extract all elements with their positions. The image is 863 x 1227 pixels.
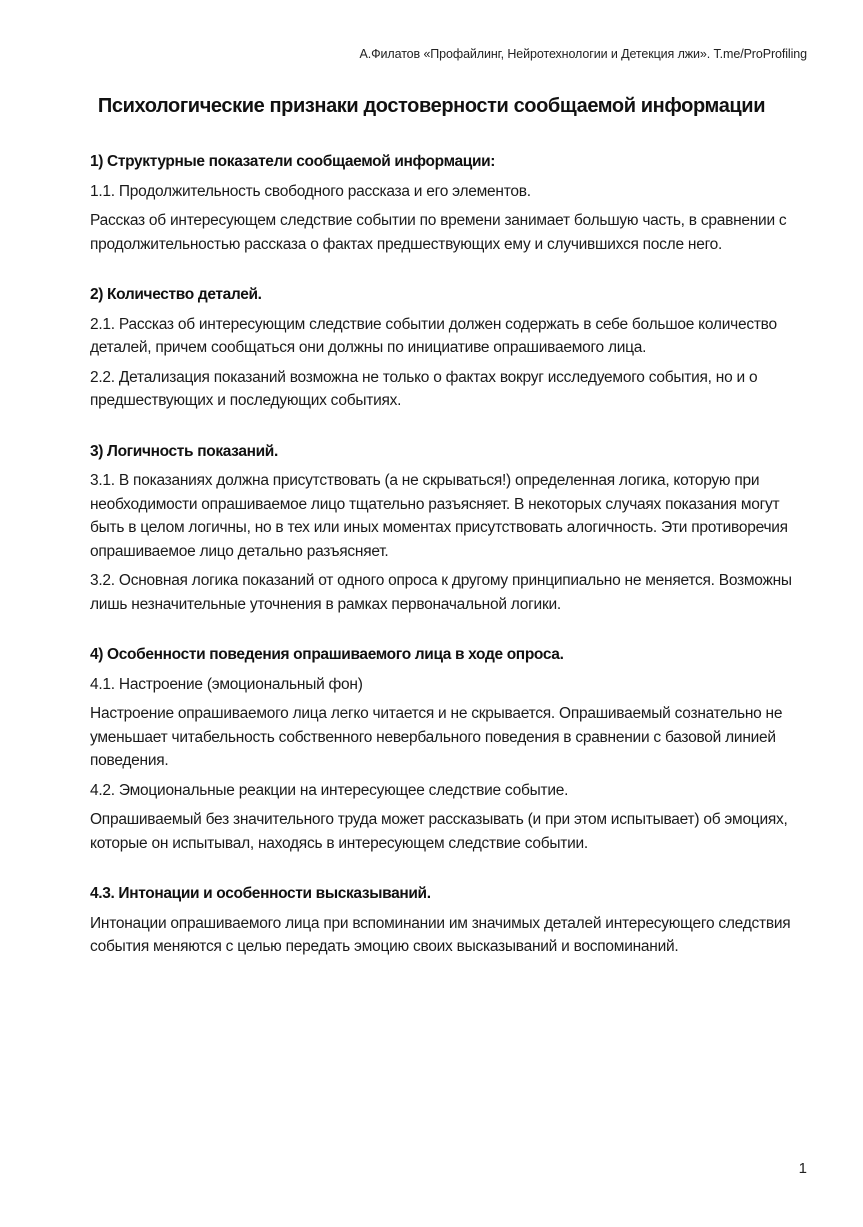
section-4-3-intonation	[90, 882, 810, 959]
paragraph: 4.1. Настроение (эмоциональный фон)	[90, 675, 363, 693]
document-title: Психологические признаки достоверности сообщаемой информации	[97, 95, 766, 117]
running-header: А.Филатов «Профайлинг, Нейротехнологии и Детекция лжи». T.me/ProProfiling	[359, 47, 807, 61]
section-heading: 4) Особенности поведения опрашиваемого лица в ходе опроса.	[90, 646, 564, 663]
document-body	[90, 150, 810, 986]
paragraph: 3.1. В показаниях должна присутствовать (а не скрываться!) определенная логика, которую при необходимости опрашиваемое лицо тщательно разъясняет. В некоторых случаях показания могут быть в целом логичны, но в тех или иных моментах присутствовать алогичность. Эти противоречия опрашиваемое лицо детально разъясняет.	[90, 472, 788, 560]
paragraph: 3.2. Основная логика показаний от одного опроса к другому принципиально не меняется. Возможны лишь незначительные уточнения в рамках первоначальной логики.	[90, 572, 792, 613]
section-2-details	[90, 283, 810, 413]
section-heading: 1) Структурные показатели сообщаемой информации:	[90, 153, 496, 170]
paragraph: 2.2. Детализация показаний возможна не только о фактах вокруг исследуемого события, но и о предшествующих и последующих событиях.	[90, 368, 758, 409]
section-heading: 3) Логичность показаний.	[90, 442, 278, 460]
paragraph: Интонации опрашиваемого лица при вспоминании им значимых деталей интересующего следствия события меняются с целью передать эмоцию своих высказываний и воспоминаний.	[90, 914, 791, 955]
section-4-behavior	[90, 643, 810, 855]
paragraph: 4.2. Эмоциональные реакции на интересующее следствие событие.	[90, 781, 569, 799]
page-number: 1	[798, 1160, 807, 1177]
section-3-logic	[90, 440, 810, 617]
paragraph: Опрашиваемый без значительного труда может рассказывать (и при этом испытывает) об эмоциях, которые он испытывал, находясь в интересующем следствие событии.	[90, 811, 788, 852]
paragraph: 1.1. Продолжительность свободного рассказа и его элементов.	[90, 182, 531, 200]
section-heading: 4.3. Интонации и особенности высказываний.	[90, 885, 431, 902]
paragraph: 2.1. Рассказ об интересующим следствие событии должен содержать в себе большое количество деталей, причем сообщаться они должны по инициативе опрашиваемого лица.	[90, 315, 777, 356]
paragraph: Настроение опрашиваемого лица легко читается и не скрывается. Опрашиваемый сознательно не уменьшает читабельность собственного невербального поведения в сравнении с базовой линией поведения.	[90, 705, 783, 769]
section-1-structure	[90, 150, 810, 256]
paragraph: Рассказ об интересующем следствие событии по времени занимает большую часть, в сравнении с продолжительностью рассказа о фактах предшествующих ему и случившихся после него.	[90, 212, 787, 253]
section-heading: 2) Количество деталей.	[90, 286, 262, 303]
